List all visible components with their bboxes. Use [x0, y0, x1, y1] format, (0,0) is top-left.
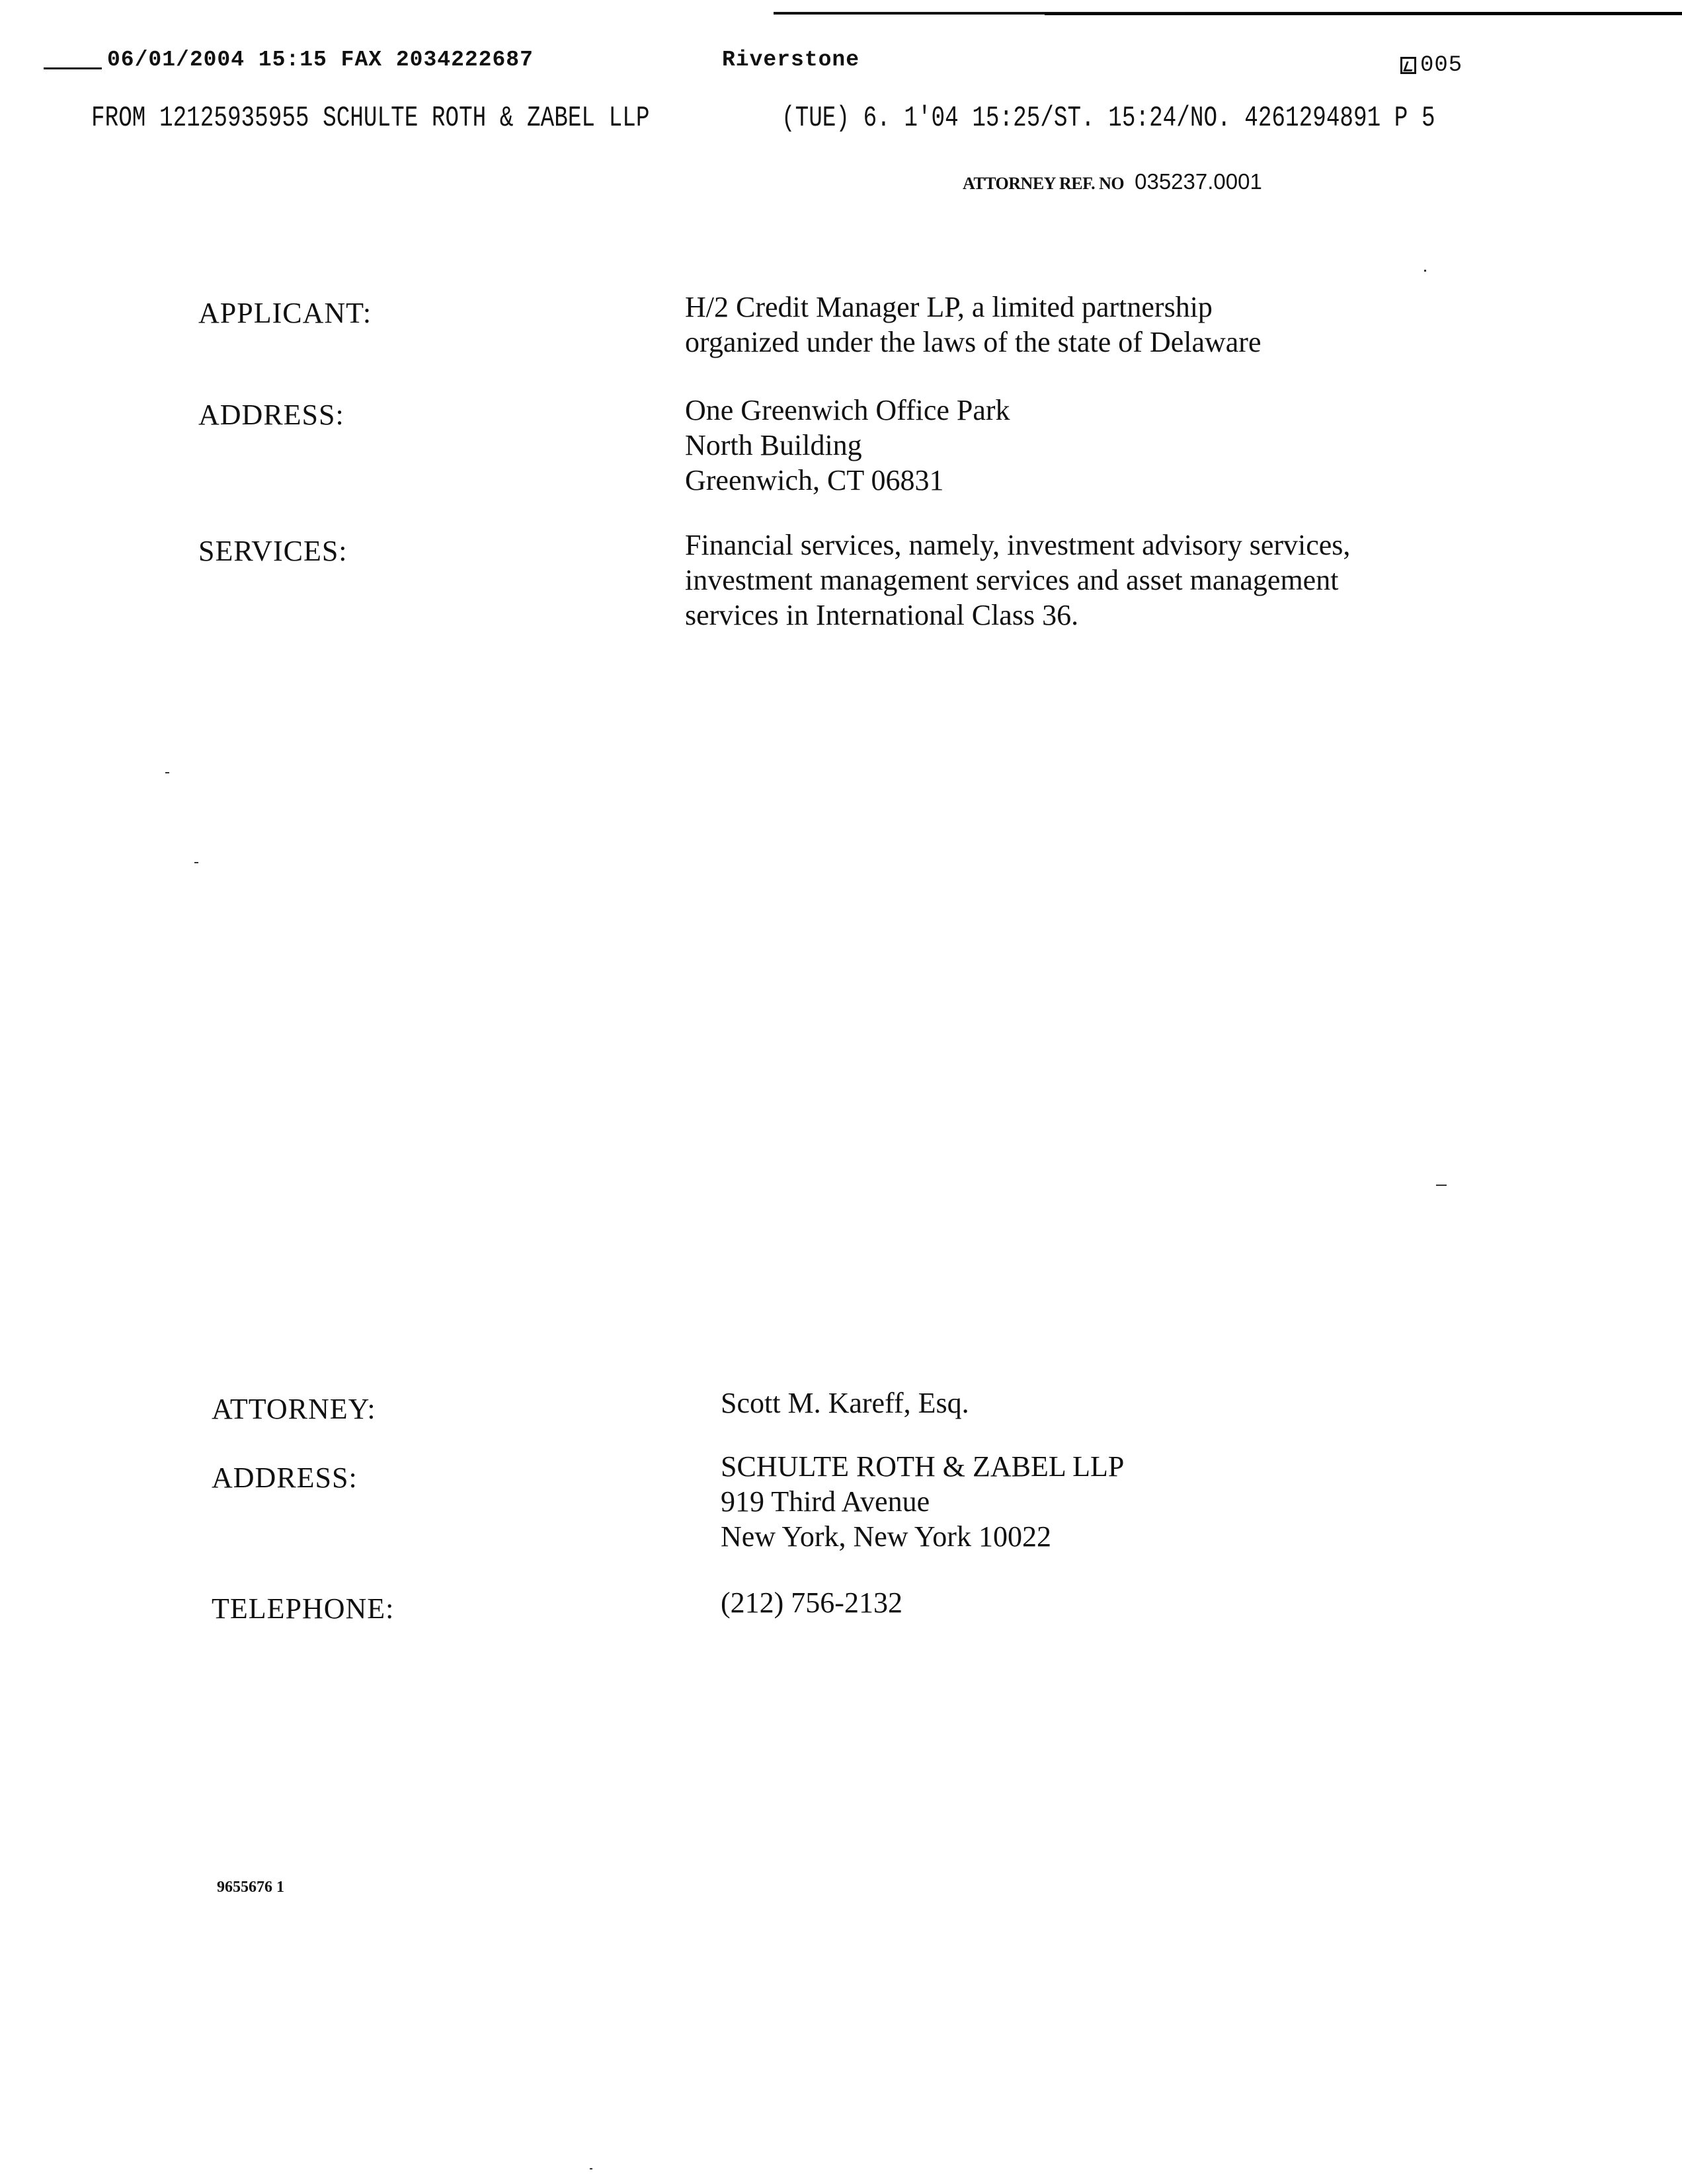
telephone-value: [721, 1585, 902, 1620]
scan-speck: [1424, 270, 1426, 272]
scan-speck: [1436, 1185, 1447, 1186]
applicant-line-1: H/2 Credit Manager LP, a limited partnership: [685, 291, 1213, 323]
attorney-ref-label: ATTORNEY REF. NO: [963, 174, 1125, 193]
attorney-ref-value: 035237.0001: [1135, 169, 1262, 194]
services-line-2: investment management services and asset management: [685, 564, 1339, 596]
attorney-label: ATTORNEY:: [212, 1393, 376, 1425]
fax-page-icon: [1400, 57, 1416, 74]
attorney-address-line-1: SCHULTE ROTH & ZABEL LLP: [721, 1450, 1125, 1483]
applicant-label: APPLICANT:: [198, 297, 372, 329]
applicant-address-line-2: North Building: [685, 429, 862, 461]
telephone-number: (212) 756-2132: [721, 1586, 902, 1619]
applicant-address-line-3: Greenwich, CT 06831: [685, 464, 944, 496]
fax-from-info: FROM 12125935955 SCHULTE ROTH & ZABEL LLP: [91, 102, 650, 135]
applicant-value: [685, 290, 1262, 360]
attorney-address-line-2: 919 Third Avenue: [721, 1485, 930, 1518]
attorney-address-value: [721, 1449, 1124, 1554]
fax-date-time-number: 06/01/2004 15:15 FAX 2034222687: [107, 48, 534, 72]
services-label: SERVICES:: [198, 535, 348, 567]
services-line-3: services in International Class 36.: [685, 599, 1079, 631]
applicant-line-2: organized under the laws of the state of Delaware: [685, 326, 1262, 358]
attorney-value: [721, 1385, 969, 1421]
scan-speck: [194, 862, 198, 863]
fax-transmission-info: (TUE) 6. 1'04 15:25/ST. 15:24/NO. 4261294891 P 5: [781, 102, 1435, 135]
applicant-address-line-1: One Greenwich Office Park: [685, 394, 1010, 426]
scan-speck: [165, 772, 169, 773]
fax-underscore-mark: [44, 67, 102, 69]
fax-sender-name: Riverstone: [722, 48, 860, 72]
services-line-1: Financial services, namely, investment advisory services,: [685, 529, 1351, 561]
services-value: [685, 527, 1350, 633]
fax-page-counter: 005: [1420, 53, 1463, 78]
footer-document-id: 9655676 1: [217, 1879, 284, 1896]
attorney-address-line-3: New York, New York 10022: [721, 1520, 1051, 1553]
telephone-label: TELEPHONE:: [212, 1592, 395, 1625]
attorney-ref: [963, 169, 1262, 194]
fax-top-rule-thick: [1045, 13, 1682, 15]
attorney-address-label: ADDRESS:: [212, 1462, 358, 1494]
applicant-address-label: ADDRESS:: [198, 399, 344, 431]
scan-speck: [590, 2168, 592, 2169]
applicant-address-value: [685, 393, 1010, 498]
attorney-name: Scott M. Kareff, Esq.: [721, 1387, 969, 1419]
